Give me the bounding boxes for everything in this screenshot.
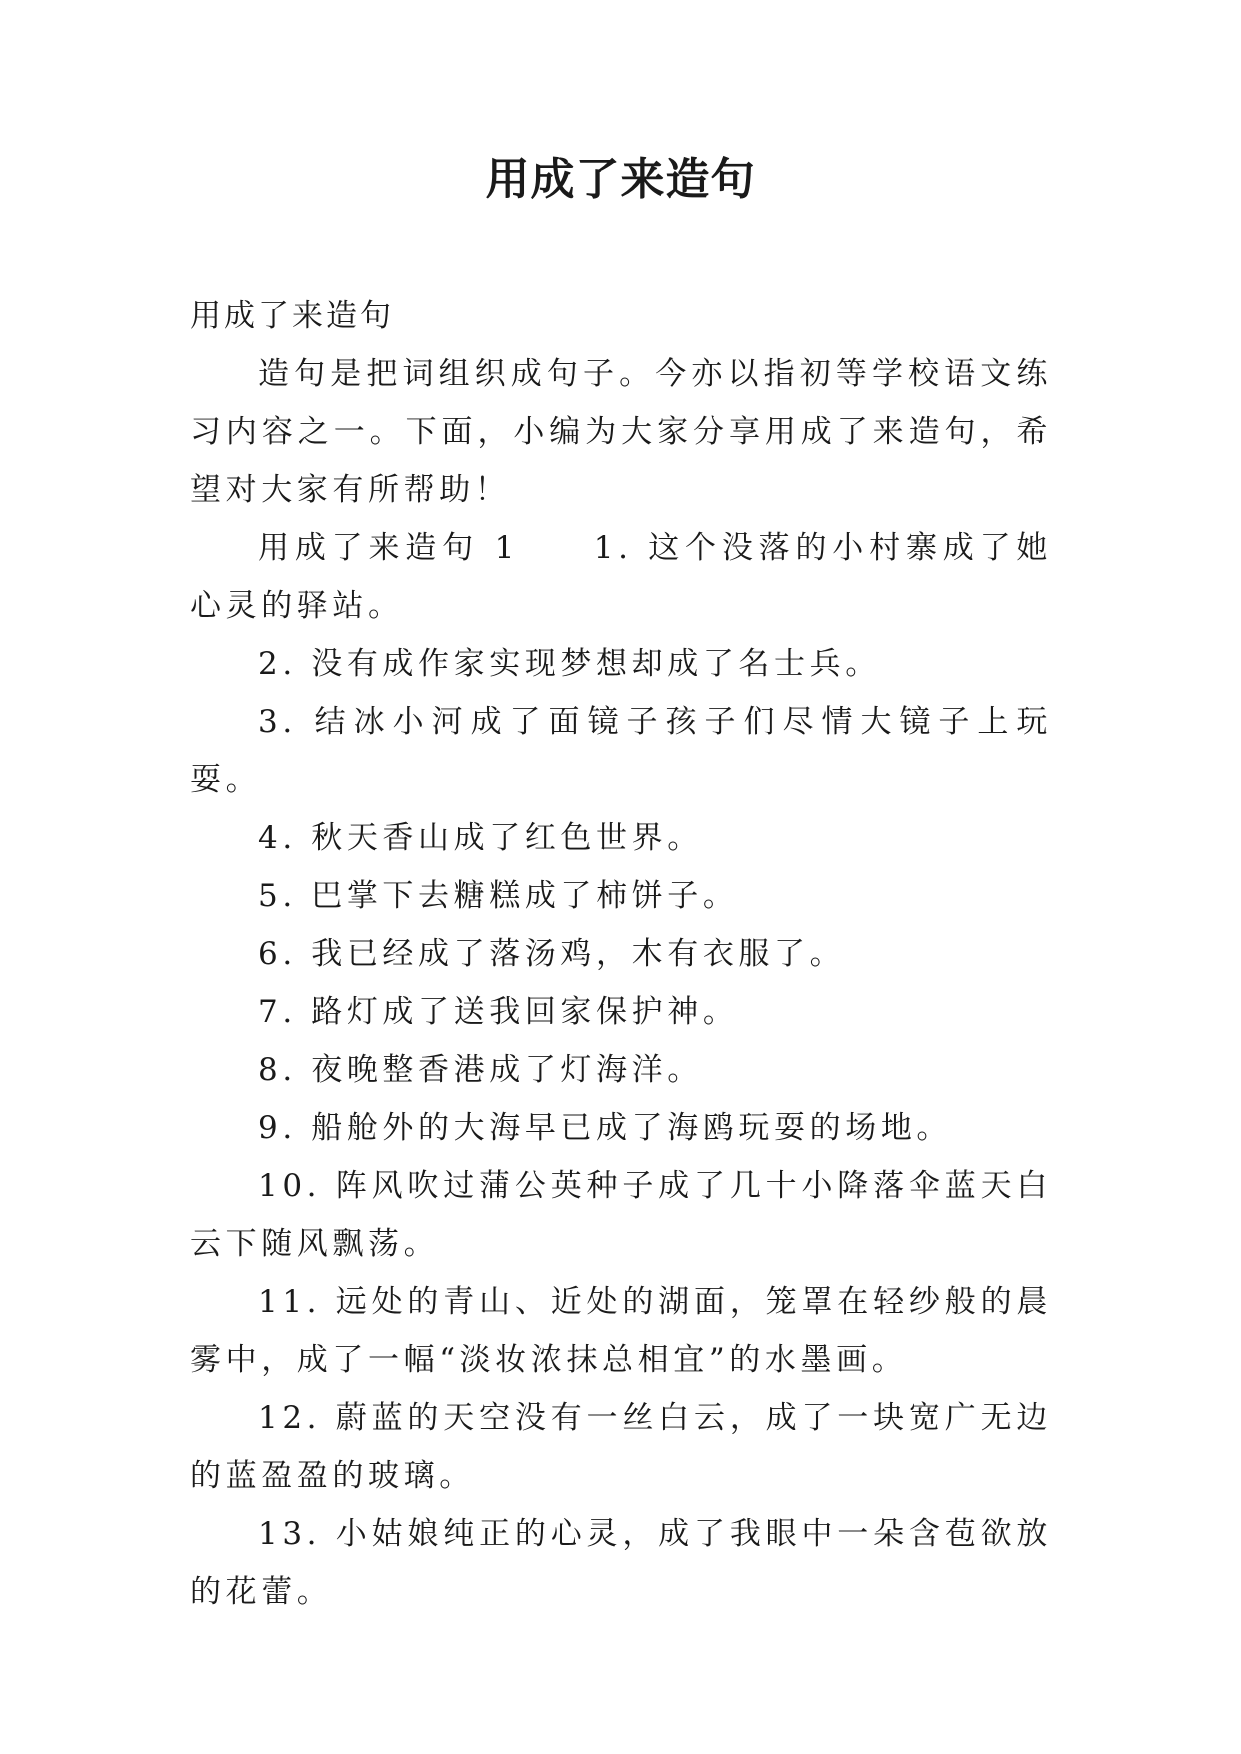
paragraph-sentence-11: 11. 远处的青山、近处的湖面，笼罩在轻纱般的晨雾中，成了一幅“淡妆浓抹总相宜”的水墨画。 (190, 1284, 1052, 1378)
paragraph-sentence-10: 10. 阵风吹过蒲公英种子成了几十小降落伞蓝天白云下随风飘荡。 (190, 1168, 1052, 1262)
paragraph-sentence-5: 5. 巴掌下去糖糕成了柿饼子。 (258, 878, 739, 914)
page-title: 用成了来造句 (485, 154, 756, 205)
paragraph-sentence-12: 12. 蔚蓝的天空没有一丝白云，成了一块宽广无边的蓝盈盈的玻璃。 (190, 1400, 1052, 1494)
paragraph-sentence-3: 3. 结冰小河成了面镜子孩子们尽情大镜子上玩耍。 (190, 704, 1052, 798)
document-body (190, 287, 1052, 1621)
paragraph-sentence-4: 4. 秋天香山成了红色世界。 (258, 820, 703, 856)
paragraph-intro: 造句是把词组织成句子。今亦以指初等学校语文练习内容之一。下面，小编为大家分享用成了来造句，希望对大家有所帮助！ (190, 356, 1052, 508)
paragraph-sentence-8: 8. 夜晚整香港成了灯海洋。 (258, 1052, 703, 1088)
paragraph-sentence-9: 9. 船舱外的大海早已成了海鸥玩耍的场地。 (258, 1110, 953, 1146)
paragraph-sentence-6: 6. 我已经成了落汤鸡，木有衣服了。 (258, 936, 846, 972)
subtitle-line: 用成了来造句 (190, 298, 394, 334)
paragraph-sentence-2: 2. 没有成作家实现梦想却成了名士兵。 (258, 646, 881, 682)
paragraph-sentence-13: 13. 小姑娘纯正的心灵，成了我眼中一朵含苞欲放的花蕾。 (190, 1516, 1052, 1610)
paragraph-sentence-1: 用成了来造句 1 1. 这个没落的小村寨成了她心灵的驿站。 (190, 530, 1052, 624)
paragraph-sentence-7: 7. 路灯成了送我回家保护神。 (258, 994, 739, 1030)
